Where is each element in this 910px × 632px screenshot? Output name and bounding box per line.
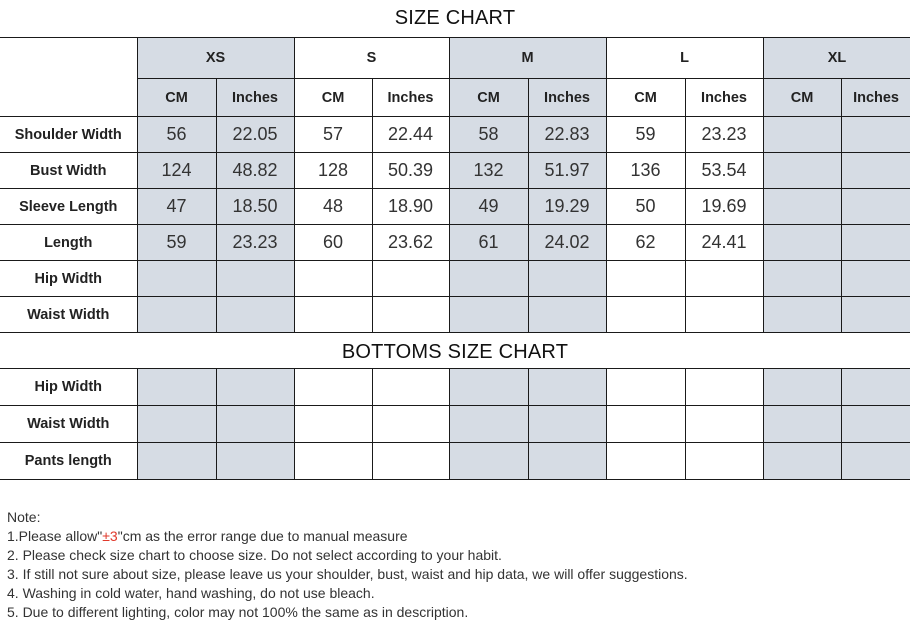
table-row (0, 261, 910, 297)
table-cell (449, 261, 528, 297)
table-cell (294, 261, 372, 297)
size-chart-title: SIZE CHART (394, 7, 516, 29)
unit-header-inches: Inches (372, 79, 449, 117)
table-cell (449, 369, 528, 406)
table-cell (216, 369, 294, 406)
table-row (0, 189, 910, 225)
table-cell (449, 406, 528, 443)
row-label: Waist Width (0, 406, 137, 443)
table-cell: 19.69 (685, 189, 763, 225)
table-cell (606, 261, 685, 297)
unit-header-cm: CM (294, 79, 372, 117)
table-cell (137, 297, 216, 333)
table-cell: 22.05 (216, 117, 294, 153)
table-cell (372, 406, 449, 443)
table-cell: 62 (606, 225, 685, 261)
unit-header-cm: CM (606, 79, 685, 117)
tolerance-value: ±3 (102, 528, 118, 544)
unit-header-cm: CM (137, 79, 216, 117)
table-cell: 132 (449, 153, 528, 189)
table-cell (841, 443, 910, 480)
table-cell (216, 297, 294, 333)
size-header-xl: XL (763, 38, 910, 79)
size-header-l: L (606, 38, 763, 79)
table-cell (841, 406, 910, 443)
table-cell: 48.82 (216, 153, 294, 189)
table-cell: 51.97 (528, 153, 606, 189)
row-label: Waist Width (0, 297, 137, 333)
note-line-1 (7, 527, 688, 546)
table-cell: 53.54 (685, 153, 763, 189)
table-cell: 24.02 (528, 225, 606, 261)
row-label: Bust Width (0, 153, 137, 189)
corner-cell (0, 38, 137, 117)
table-cell: 18.90 (372, 189, 449, 225)
table-cell: 47 (137, 189, 216, 225)
table-cell (841, 225, 910, 261)
table-cell: 136 (606, 153, 685, 189)
row-label: Hip Width (0, 261, 137, 297)
table-cell (841, 261, 910, 297)
table-cell (763, 189, 841, 225)
size-header-xs: XS (137, 38, 294, 79)
table-cell (528, 297, 606, 333)
table-cell (763, 117, 841, 153)
unit-header-inches: Inches (841, 79, 910, 117)
table-cell (606, 369, 685, 406)
table-cell: 19.29 (528, 189, 606, 225)
table-row (0, 153, 910, 189)
table-cell (841, 297, 910, 333)
table-cell: 48 (294, 189, 372, 225)
note-line-1-start: 1.Please allow" (7, 528, 103, 544)
table-cell (137, 369, 216, 406)
table-cell (528, 369, 606, 406)
table-cell (685, 261, 763, 297)
size-chart-table (0, 37, 910, 333)
table-cell (294, 406, 372, 443)
row-label: Shoulder Width (0, 117, 137, 153)
table-cell (137, 443, 216, 480)
bottoms-size-chart-title: BOTTOMS SIZE CHART (341, 341, 569, 363)
unit-header-inches: Inches (685, 79, 763, 117)
table-cell: 124 (137, 153, 216, 189)
unit-header-cm: CM (763, 79, 841, 117)
table-cell (372, 297, 449, 333)
table-cell (372, 443, 449, 480)
table-cell: 59 (137, 225, 216, 261)
table-cell (685, 443, 763, 480)
table-cell (685, 406, 763, 443)
note-line-1-end: "cm as the error range due to manual measure (117, 528, 408, 544)
table-cell: 23.62 (372, 225, 449, 261)
table-row (0, 443, 910, 480)
table-cell (449, 297, 528, 333)
table-cell (606, 297, 685, 333)
table-cell: 57 (294, 117, 372, 153)
table-cell (528, 406, 606, 443)
table-cell: 49 (449, 189, 528, 225)
table-cell (294, 443, 372, 480)
unit-header-row (0, 79, 910, 117)
table-cell (763, 369, 841, 406)
table-cell (449, 443, 528, 480)
table-cell: 58 (449, 117, 528, 153)
table-cell (216, 261, 294, 297)
table-cell (763, 153, 841, 189)
table-cell: 59 (606, 117, 685, 153)
table-cell (216, 406, 294, 443)
table-cell: 60 (294, 225, 372, 261)
row-label: Length (0, 225, 137, 261)
table-cell (372, 369, 449, 406)
table-cell (841, 369, 910, 406)
table-cell (685, 297, 763, 333)
table-cell (137, 261, 216, 297)
table-cell: 61 (449, 225, 528, 261)
size-header-s: S (294, 38, 449, 79)
table-row (0, 117, 910, 153)
table-cell: 128 (294, 153, 372, 189)
table-cell (606, 443, 685, 480)
table-cell (763, 225, 841, 261)
table-cell (841, 189, 910, 225)
table-cell (606, 406, 685, 443)
row-label: Hip Width (0, 369, 137, 406)
table-cell (137, 406, 216, 443)
table-cell: 23.23 (216, 225, 294, 261)
table-cell: 50 (606, 189, 685, 225)
table-row (0, 369, 910, 406)
table-cell (685, 369, 763, 406)
row-label: Sleeve Length (0, 189, 137, 225)
table-cell: 22.44 (372, 117, 449, 153)
size-header-row (0, 38, 910, 79)
table-row (0, 406, 910, 443)
note-line-4: 4. Washing in cold water, hand washing, do not use bleach. (7, 585, 375, 601)
note-line-3: 3. If still not sure about size, please leave us your shoulder, bust, waist and hip data, we will offer suggestions. (7, 566, 688, 582)
notes-section (7, 508, 688, 622)
table-cell (763, 261, 841, 297)
table-cell (763, 297, 841, 333)
table-cell (763, 443, 841, 480)
note-line-5: 5. Due to different lighting, color may not 100% the same as in description. (7, 604, 469, 620)
size-header-m: M (449, 38, 606, 79)
table-cell: 23.23 (685, 117, 763, 153)
table-cell: 24.41 (685, 225, 763, 261)
table-cell (294, 297, 372, 333)
table-cell: 56 (137, 117, 216, 153)
table-row (0, 297, 910, 333)
unit-header-inches: Inches (216, 79, 294, 117)
table-cell (841, 153, 910, 189)
table-cell: 22.83 (528, 117, 606, 153)
table-cell (216, 443, 294, 480)
table-cell (841, 117, 910, 153)
table-cell: 18.50 (216, 189, 294, 225)
unit-header-inches: Inches (528, 79, 606, 117)
table-cell (294, 369, 372, 406)
bottoms-size-chart-table (0, 368, 910, 480)
table-cell: 50.39 (372, 153, 449, 189)
row-label: Pants length (0, 443, 137, 480)
notes-heading: Note: (7, 509, 41, 525)
table-row (0, 225, 910, 261)
table-cell (372, 261, 449, 297)
table-cell (528, 261, 606, 297)
unit-header-cm: CM (449, 79, 528, 117)
note-line-2: 2. Please check size chart to choose size. Do not select according to your habit. (7, 547, 502, 563)
table-cell (528, 443, 606, 480)
table-cell (763, 406, 841, 443)
